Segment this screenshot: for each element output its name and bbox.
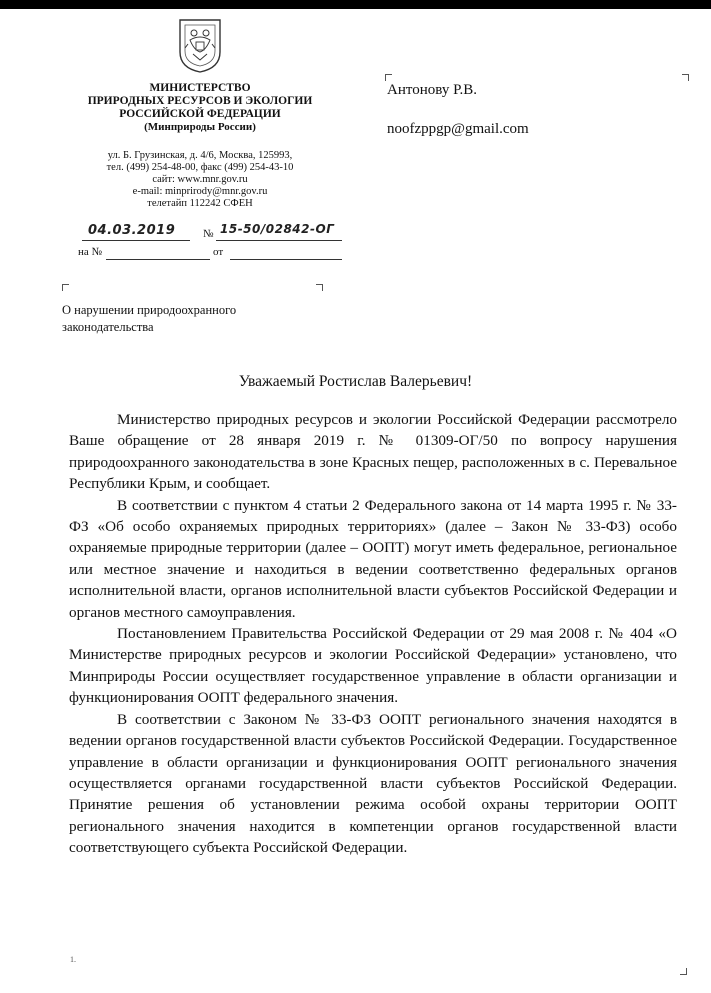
letter-subject	[62, 302, 312, 336]
subject-line-1: О нарушении природоохранного	[62, 303, 237, 317]
ministry-line-1: МИНИСТЕРСТВО	[149, 82, 251, 94]
ministry-short-name: (Минприроды России)	[144, 121, 256, 133]
registration-date: 04.03.2019	[88, 223, 176, 238]
ministry-line-3: РОССИЙСКОЙ ФЕДЕРАЦИИ	[119, 108, 281, 120]
coat-of-arms-icon	[176, 16, 224, 74]
date-underline	[82, 240, 190, 241]
address-line-5: телетайп 112242 СФЕН	[147, 198, 253, 209]
subject-corner-tr	[316, 284, 323, 291]
registration-number: 15-50/02842-ОГ	[220, 222, 335, 236]
addressee-email: noofzppgp@gmail.com	[387, 121, 529, 137]
page-corner-br	[680, 968, 687, 975]
greeting: Уважаемый Ростислав Валерьевич!	[238, 373, 473, 390]
ministry-address	[62, 150, 338, 210]
paragraph-3: Постановлением Правительства Российской Федерации от 29 мая 2008 г. № 404 «О Министерстве природных ресурсов и экологии Российской Федерации» установлено, что Минприроды России осуществляет государственное управление в области организации и функционирования ООПТ федерального значения.	[69, 625, 677, 707]
addressee-corner-tr	[682, 74, 689, 81]
number-label: №	[203, 228, 214, 240]
paragraph-1: Министерство природных ресурсов и экологии Российской Федерации рассмотрело Ваше обращение от 28 января 2019 г. № 01309-ОГ/50 по вопросу нарушения природоохранного законодательства в зоне Красных пещер, расположенных в с. Перевальное Республики Крым, и сообщает.	[69, 411, 677, 493]
ministry-line-2: ПРИРОДНЫХ РЕСУРСОВ И ЭКОЛОГИИ	[87, 95, 313, 107]
footer-mark: 1.	[70, 955, 76, 964]
ref-from-label: от	[213, 246, 224, 258]
address-line-3: сайт: www.mnr.gov.ru	[152, 174, 248, 185]
address-line-4: e-mail: minprirody@mnr.gov.ru	[132, 186, 268, 197]
subject-corner-tl	[62, 284, 69, 291]
ref-number-underline	[106, 259, 210, 260]
address-line-2: тел. (499) 254-48-00, факс (499) 254-43-10	[106, 162, 294, 173]
paragraph-2: В соответствии с пунктом 4 статьи 2 Федерального закона от 14 марта 1995 г. № 33-ФЗ «Об особо охраняемых природных территориях» (далее – Закон № 33-ФЗ) особо охраняемые природные территории (далее – ООПТ) могут иметь федеральное, региональное или местное значение и находиться в ведении соответственно федеральных органов исполнительной власти, органов исполнительной власти субъектов Российской Федерации и органов местного самоуправления.	[69, 496, 677, 621]
letter-body	[69, 409, 677, 859]
address-line-1: ул. Б. Грузинская, д. 4/6, Москва, 125993,	[107, 150, 293, 161]
ref-from-underline	[230, 259, 342, 260]
ministry-name	[62, 82, 338, 134]
subject-line-2: законодательства	[62, 320, 154, 334]
top-dark-band	[0, 0, 711, 9]
addressee-name: Антонову Р.В.	[387, 82, 478, 98]
number-underline	[216, 240, 342, 241]
paragraph-4: В соответствии с Законом № 33-ФЗ ООПТ регионального значения находятся в ведении органов государственной власти субъектов Российской Федерации. Государственное управление в области организации и функционирования ООПТ регионального значения осуществляется органами государственной власти субъектов Российской Федерации. Принятие решения об установлении режима особой охраны территории ООПТ регионального значения находится в компетенции органов государственной власти соответствующего субъекта Российской Федерации.	[69, 710, 677, 857]
ref-number-label: на №	[78, 246, 103, 258]
